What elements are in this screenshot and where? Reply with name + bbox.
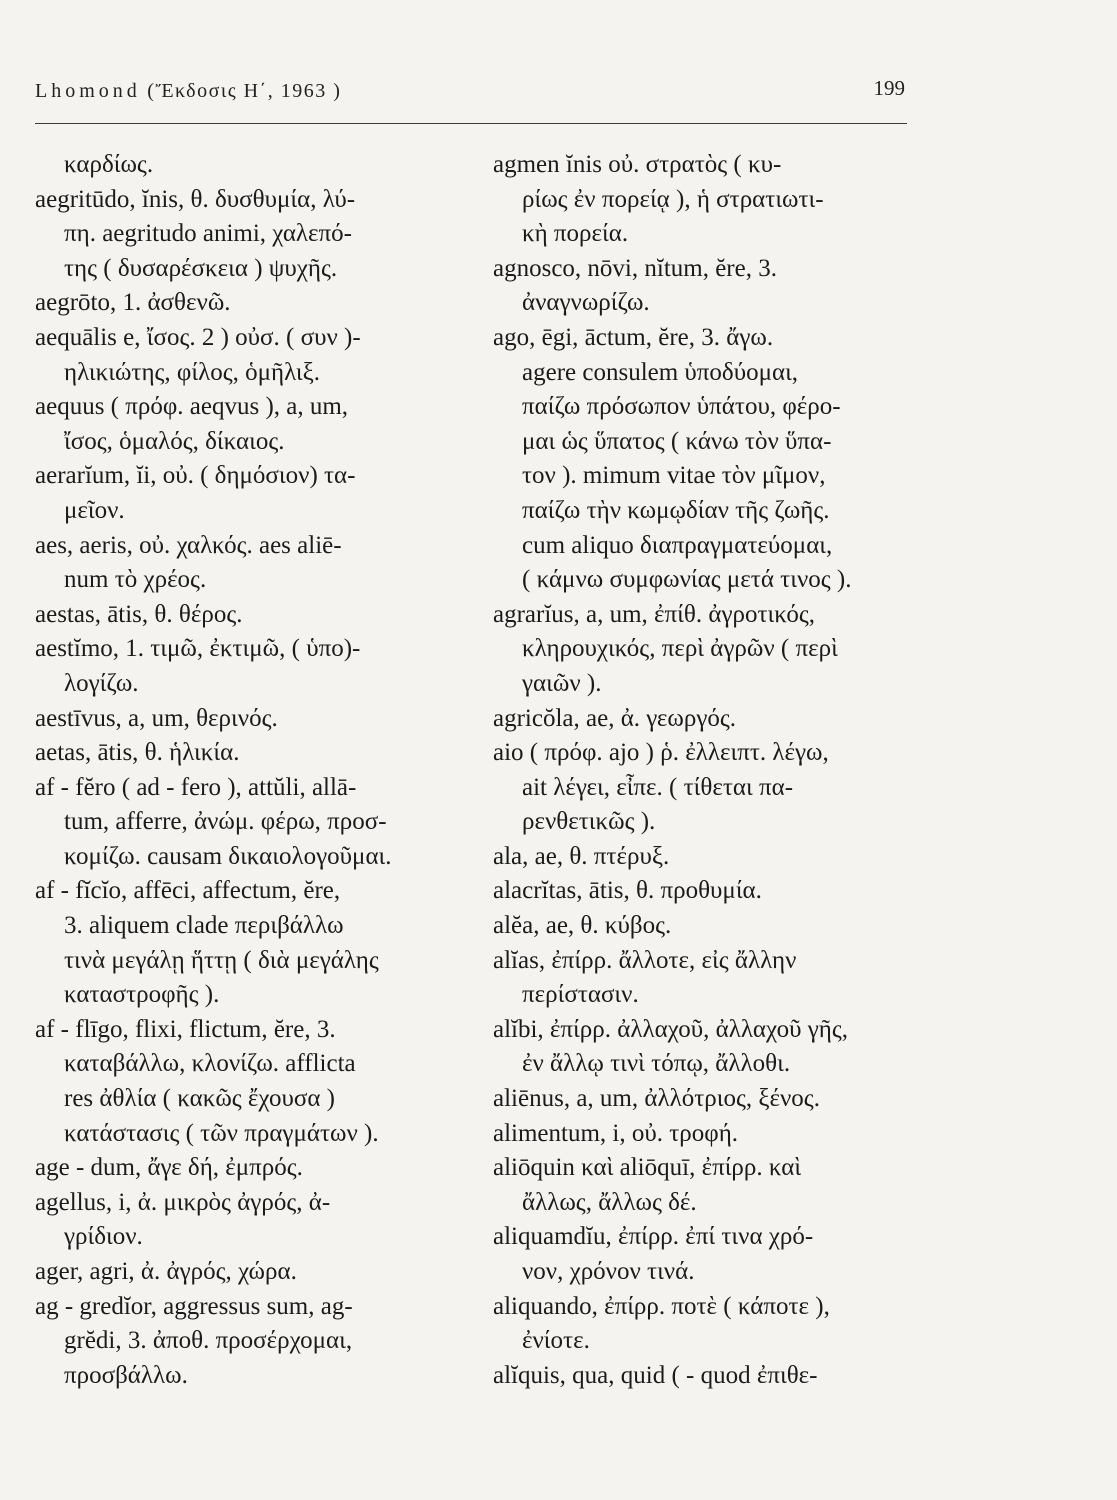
dictionary-line: alĭbi, ἐπίρρ. ἀλλαχοῦ, ἀλλαχοῦ γῆς, — [493, 1015, 848, 1043]
dictionary-line: νον, χρόνον τινά. — [522, 1258, 695, 1285]
dictionary-line: alimentum, i, οὐ. τροφή. — [493, 1119, 739, 1147]
dictionary-line: κατάστασις ( τῶν πραγμάτων ). — [64, 1119, 379, 1147]
dictionary-line: af - fĭcĭo, affēci, affectum, ĕre, — [35, 877, 341, 905]
dictionary-line: λογίζω. — [64, 669, 139, 697]
dictionary-line: aes, aeris, οὐ. χαλκός. aes aliē- — [35, 531, 342, 559]
dictionary-line: ager, agri, ἀ. ἀγρός, χώρα. — [35, 1258, 297, 1285]
dictionary-line: ( κάμνω συμφωνίας μετά τινος ). — [522, 566, 852, 594]
dictionary-line: τον ). mimum vitae τὸν μῖμον, — [522, 462, 826, 490]
page-number: 199 — [873, 76, 905, 100]
dictionary-line: της ( δυσαρέσκεια ) ψυχῆς. — [64, 254, 338, 282]
dictionary-line: af - flīgo, flixi, flictum, ĕre, 3. — [35, 1015, 336, 1043]
dictionary-line: aliōquin καὶ aliōquī, ἐπίρρ. καὶ — [493, 1154, 802, 1182]
dictionary-line: ἀναγνωρίζω. — [522, 289, 650, 317]
left-column — [35, 148, 460, 1393]
dictionary-line: age - dum, ἄγε δή, ἐμπρός. — [35, 1154, 303, 1182]
running-head-title — [35, 80, 341, 103]
running-head-author: Lhomond — [35, 80, 141, 102]
dictionary-line: aequālis e, ἴσος. 2 ) οὐσ. ( συν )- — [35, 323, 361, 351]
header-rule — [35, 123, 907, 124]
dictionary-line: alĕa, ae, θ. κύβος. — [493, 912, 672, 940]
dictionary-line: μαι ὡς ὕπατος ( κάνω τὸν ὕπα- — [522, 427, 832, 455]
dictionary-line: aerarĭum, ĭi, οὐ. ( δημόσιον) τα- — [35, 462, 356, 490]
dictionary-line: ago, ēgi, āctum, ĕre, 3. ἄγω. — [493, 323, 774, 351]
dictionary-line: alacrĭtas, ātis, θ. προθυμία. — [493, 877, 762, 905]
dictionary-line: aequus ( πρόφ. aeqvus ), a, um, — [35, 393, 349, 421]
dictionary-line: ag - gredĭor, aggressus sum, ag- — [35, 1292, 353, 1320]
dictionary-line: ηλικιώτης, φίλος, ὁμῆλιξ. — [64, 358, 321, 386]
dictionary-line: γαιῶν ). — [522, 669, 602, 697]
dictionary-line: aliquando, ἐπίρρ. ποτὲ ( κάποτε ), — [493, 1292, 830, 1320]
dictionary-line: aio ( πρόφ. ajo ) ῥ. ἐλλειπτ. λέγω, — [493, 739, 829, 767]
dictionary-line: aegrōto, 1. ἀσθενῶ. — [35, 289, 231, 317]
dictionary-line: agricŏla, ae, ἀ. γεωργός. — [493, 704, 737, 732]
dictionary-line: καρδίως. — [64, 151, 154, 178]
dictionary-line: ρίως ἐν πορείᾳ ), ἡ στρατιωτι- — [522, 185, 824, 213]
dictionary-line: ἐνίοτε. — [522, 1327, 590, 1355]
dictionary-line: aegritūdo, ĭnis, θ. δυσθυμία, λύ- — [35, 185, 356, 213]
dictionary-line: κληρουχικός, περὶ ἀγρῶν ( περὶ — [522, 635, 838, 663]
dictionary-line: agellus, i, ἀ. μικρὸς ἀγρός, ἀ- — [35, 1188, 331, 1216]
running-head — [35, 76, 905, 116]
dictionary-line: agere consulem ὑποδύομαι, — [522, 358, 799, 386]
dictionary-line: παίζω τὴν κωμῳδίαν τῆς ζωῆς. — [522, 496, 830, 524]
dictionary-line: aestīvus, a, um, θερινός. — [35, 704, 278, 732]
dictionary-line: ala, ae, θ. πτέρυξ. — [493, 842, 670, 870]
dictionary-line: agrarĭus, a, um, ἐπίθ. ἀγροτικός, — [493, 600, 815, 628]
dictionary-line: μεῖον. — [64, 496, 125, 524]
dictionary-line: ρενθετικῶς ). — [522, 808, 656, 836]
dictionary-line: κομίζω. causam δικαιολογοῦμαι. — [64, 842, 392, 870]
dictionary-line: γρίδιον. — [64, 1223, 143, 1251]
dictionary-line: agnosco, nōvi, nĭtum, ĕre, 3. — [493, 254, 777, 282]
dictionary-line: παίζω πρόσωπον ὑπάτου, φέρο- — [522, 393, 841, 421]
dictionary-line: aliēnus, a, um, ἀλλότριος, ξένος. — [493, 1085, 820, 1113]
dictionary-line: aetas, ātis, θ. ἡλικία. — [35, 739, 240, 767]
dictionary-line: alĭquis, qua, quid ( - quod ἐπιθε- — [493, 1361, 818, 1389]
dictionary-line: num τὸ χρέος. — [64, 566, 207, 594]
dictionary-line: ἐν ἄλλῳ τινὶ τόπῳ, ἄλλοθι. — [522, 1050, 791, 1078]
dictionary-line: grĕdi, 3. ἀποθ. προσέρχομαι, — [64, 1327, 353, 1355]
dictionary-line: προσβάλλω. — [64, 1361, 188, 1389]
dictionary-line: ait λέγει, εἶπε. ( τίθεται πα- — [522, 773, 794, 801]
dictionary-line: περίστασιν. — [522, 981, 639, 1009]
running-head-edition: (Ἔκδοσις Η΄, 1963 ) — [147, 80, 342, 102]
dictionary-line: alĭas, ἐπίρρ. ἄλλοτε, εἰς ἄλλην — [493, 946, 797, 974]
dictionary-line: aestas, ātis, θ. θέρος. — [35, 600, 243, 628]
dictionary-line: af - fĕro ( ad - fero ), attŭli, allā- — [35, 773, 357, 801]
dictionary-line: καταστροφῆς ). — [64, 981, 220, 1009]
dictionary-line: ἴσος, ὁμαλός, δίκαιος. — [64, 427, 285, 455]
dictionary-line: πη. aegritudo animi, χαλεπό- — [64, 220, 353, 248]
dictionary-line: agmen ĭnis οὐ. στρατὸς ( κυ- — [493, 151, 782, 178]
dictionary-line: aliquamdĭu, ἐπίρρ. ἐπί τινα χρό- — [493, 1223, 814, 1251]
dictionary-line: tum, afferre, ἀνώμ. φέρω, προσ- — [64, 808, 387, 836]
dictionary-line: res ἀθλία ( κακῶς ἔχουσα ) — [64, 1085, 335, 1113]
dictionary-line: aestĭmo, 1. τιμῶ, ἐκτιμῶ, ( ὑπο)- — [35, 635, 361, 663]
dictionary-line: τινὰ μεγάλῃ ἥττῃ ( διὰ μεγάλης — [64, 946, 379, 974]
dictionary-line: ἄλλως, ἄλλως δέ. — [522, 1188, 697, 1216]
dictionary-line: κὴ πορεία. — [522, 220, 629, 248]
dictionary-line: cum aliquo διαπραγματεύομαι, — [522, 531, 833, 559]
right-column — [493, 148, 918, 1393]
dictionary-line: καταβάλλω, κλονίζω. afflicta — [64, 1050, 356, 1078]
dictionary-line: 3. aliquem clade περιβάλλω — [64, 912, 344, 940]
